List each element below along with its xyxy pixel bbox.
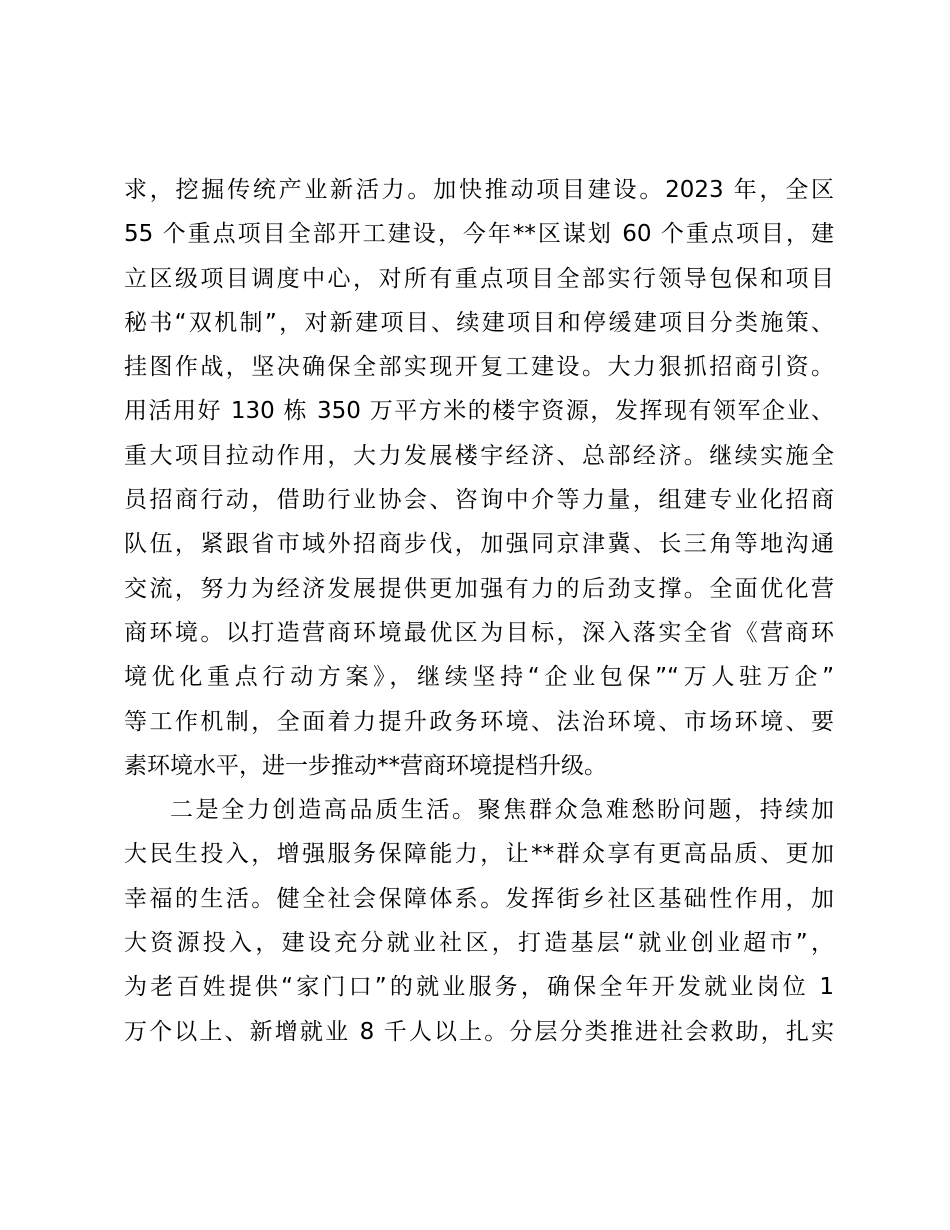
text-line: 立区级项目调度中心，对所有重点项目全部实行领导包保和项目 — [124, 265, 834, 292]
text-line: 幸福的生活。健全社会保障体系。发挥街乡社区基础性作用，加 — [124, 885, 834, 912]
text-line: 商环境。以打造营商环境最优区为目标，深入落实全省《营商环 — [124, 619, 834, 646]
text-line: 重大项目拉动作用，大力发展楼宇经济、总部经济。继续实施全 — [124, 442, 834, 469]
text-line: 求，挖掘传统产业新活力。加快推动项目建设。2023 年，全区 — [124, 177, 834, 203]
text-line: 秘书“双机制”，对新建项目、续建项目和停缓建项目分类施策、 — [124, 309, 834, 336]
text-line: 挂图作战，坚决确保全部实现开复工建设。大力狠抓招商引资。 — [124, 354, 834, 381]
text-line: 交流，努力为经济发展提供更加强有力的后劲支撑。全面优化营 — [124, 575, 834, 602]
text-line: 二是全力创造高品质生活。聚焦群众急难愁盼问题，持续加 — [170, 797, 834, 824]
text-line: 用活用好 130 栋 350 万平方米的楼宇资源，发挥现有领军企业、 — [124, 398, 834, 425]
text-line: 为老百姓提供“家门口”的就业服务，确保全年开发就业岗位 1 — [124, 974, 834, 1001]
text-line: 大民生投入，增强服务保障能力，让**群众享有更高品质、更加 — [124, 841, 834, 868]
text-line: 等工作机制，全面着力提升政务环境、法治环境、市场环境、要 — [124, 708, 834, 735]
paragraph-2 — [124, 788, 834, 1054]
text-line: 员招商行动，借助行业协会、咨询中介等力量，组建专业化招商 — [124, 487, 834, 514]
text-line: 队伍，紧跟省市域外招商步伐，加强同京津冀、长三角等地沟通 — [124, 531, 834, 558]
text-line: 素环境水平，进一步推动**营商环境提档升级。 — [124, 752, 607, 779]
text-line: 境优化重点行动方案》，继续坚持“企业包保”“万人驻万企” — [124, 664, 834, 691]
text-line: 55 个重点项目全部开工建设，今年**区谋划 60 个重点项目，建 — [124, 221, 834, 248]
paragraph-1 — [124, 168, 834, 788]
document-body — [124, 168, 834, 1054]
text-line: 万个以上、新增就业 8 千人以上。分层分类推进社会救助，扎实 — [124, 1018, 834, 1045]
text-line: 大资源投入，建设充分就业社区，打造基层“就业创业超市”， — [124, 930, 834, 957]
